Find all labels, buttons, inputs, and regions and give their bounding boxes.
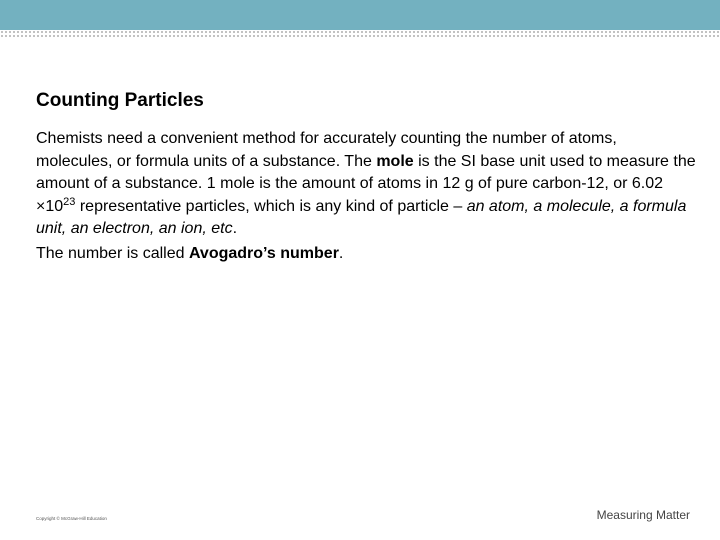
particle-examples: an atom, a molecule, a formula unit, an electron, an ion, etc <box>36 197 687 237</box>
footer-chapter-title: Measuring Matter <box>596 508 690 522</box>
p2-text-c: . <box>338 244 344 262</box>
slide-title: Counting Particles <box>36 90 204 111</box>
header-bar <box>0 0 720 30</box>
p1-text-c: is the SI base unit used to measure the amount of a substance. 1 mole is the amount of atoms in 12 g of pure carbon-12, or 6.02 ×10 <box>36 152 696 215</box>
paragraph-mole-definition <box>36 128 696 241</box>
p1-text-a: Chemists need a convenient method for accurately counting the number of atoms, molecules, or formula units of a substance. The <box>36 130 617 170</box>
p1-text-f: . <box>232 220 238 237</box>
p1-text-d: representative particles, which is any kind of particle – <box>75 197 467 215</box>
p2-text-a: The number is called <box>36 244 189 262</box>
exponent: 23 <box>63 195 76 208</box>
term-avogadros-number: Avogadro’s number <box>188 244 339 262</box>
copyright-notice: Copyright © McGraw-Hill Education <box>36 516 107 521</box>
dotted-divider <box>0 30 720 38</box>
paragraph-avogadro <box>36 243 696 266</box>
term-mole: mole <box>376 152 414 170</box>
slide-body <box>36 128 696 265</box>
